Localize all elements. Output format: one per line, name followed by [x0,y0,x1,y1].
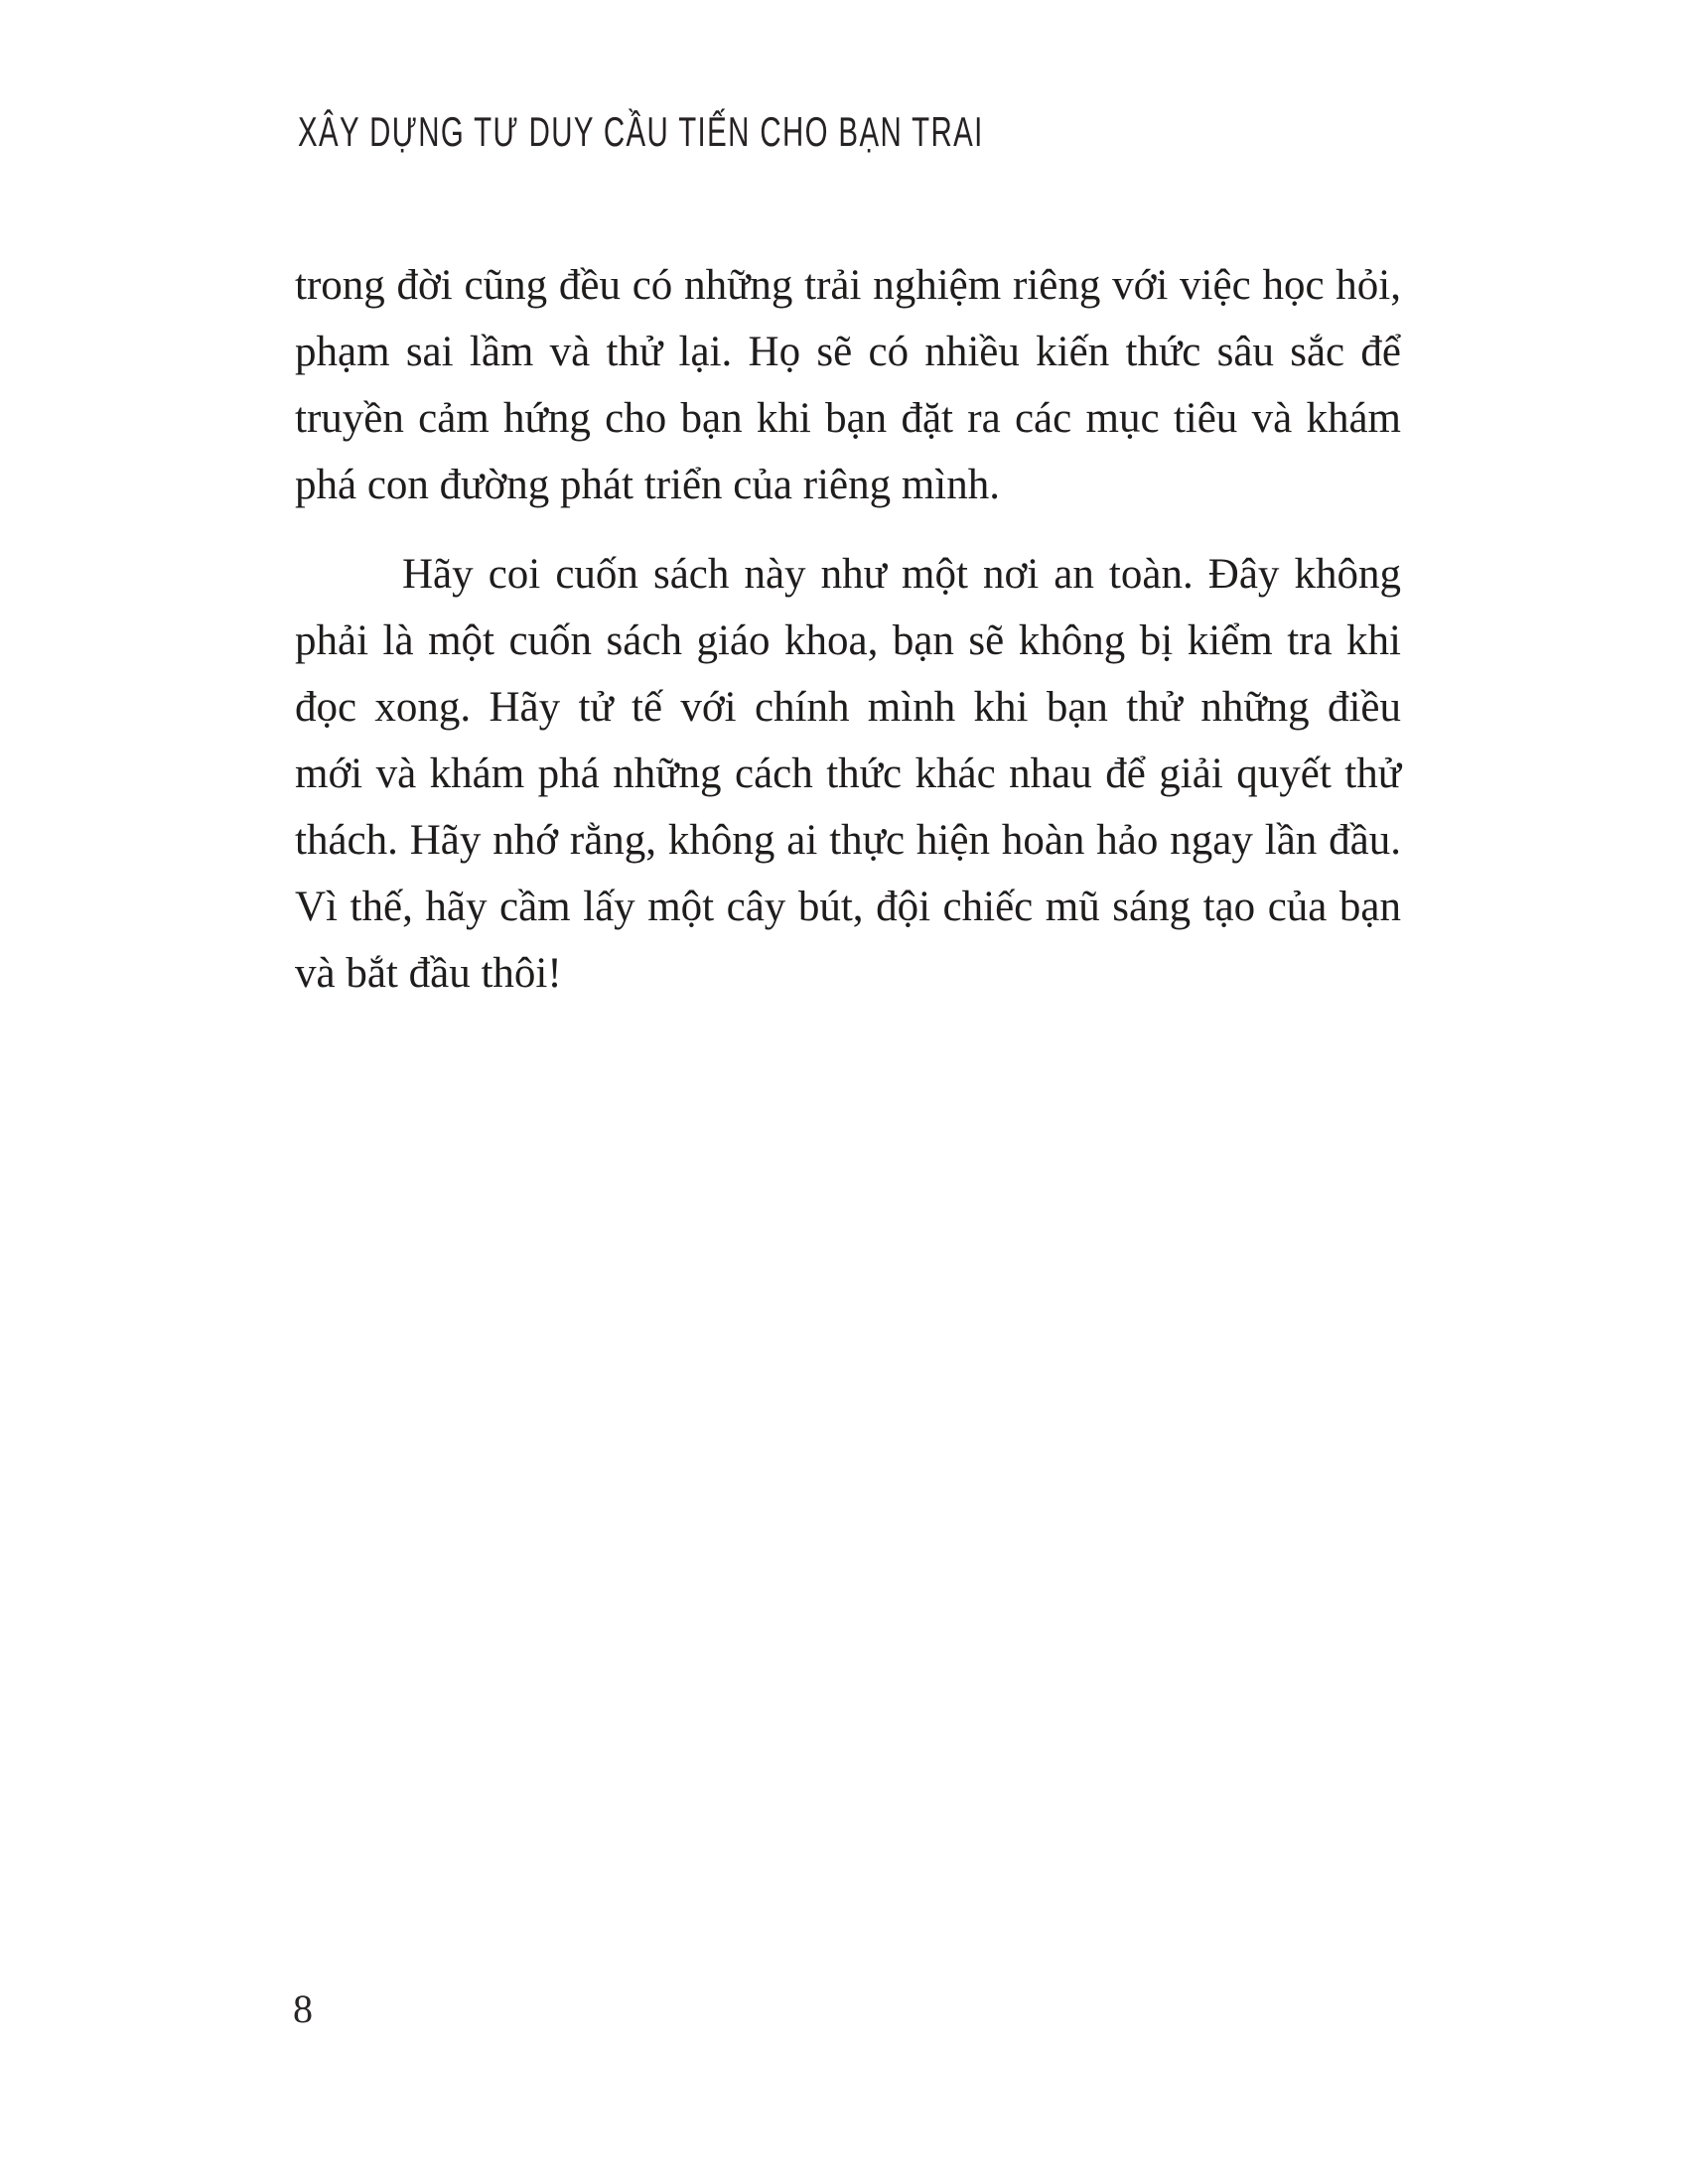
running-header: XÂY DỰNG TƯ DUY CẦU TIẾN CHO BẠN TRAI [298,108,984,155]
text-line: trong đời cũng đều có những trải nghiệm riêng với việc học hỏi, [295,262,1401,309]
text-line: mới và khám phá những cách thức khác nhau để giải quyết thử [295,751,1401,797]
text-line: phạm sai lầm và thử lại. Họ sẽ có nhiều kiến thức sâu sắc để [295,329,1401,375]
paragraph-1 [295,252,1401,518]
body-text [295,252,1401,1007]
text-line: truyền cảm hứng cho bạn khi bạn đặt ra các mục tiêu và khám [295,395,1401,442]
text-line: đọc xong. Hãy tử tế với chính mình khi bạn thử những điều [295,684,1401,731]
text-line: phá con đường phát triển của riêng mình. [295,462,1000,508]
page-number: 8 [293,1986,313,2031]
paragraph-2 [295,541,1401,1007]
text-line: Vì thế, hãy cầm lấy một cây bút, đội chiếc mũ sáng tạo của bạn [295,884,1401,930]
text-line: thách. Hãy nhớ rằng, không ai thực hiện hoàn hảo ngay lần đầu. [295,817,1401,864]
text-line: và bắt đầu thôi! [295,950,562,997]
text-line: phải là một cuốn sách giáo khoa, bạn sẽ không bị kiểm tra khi [295,617,1401,664]
text-line: Hãy coi cuốn sách này như một nơi an toàn. Đây không [402,551,1401,598]
